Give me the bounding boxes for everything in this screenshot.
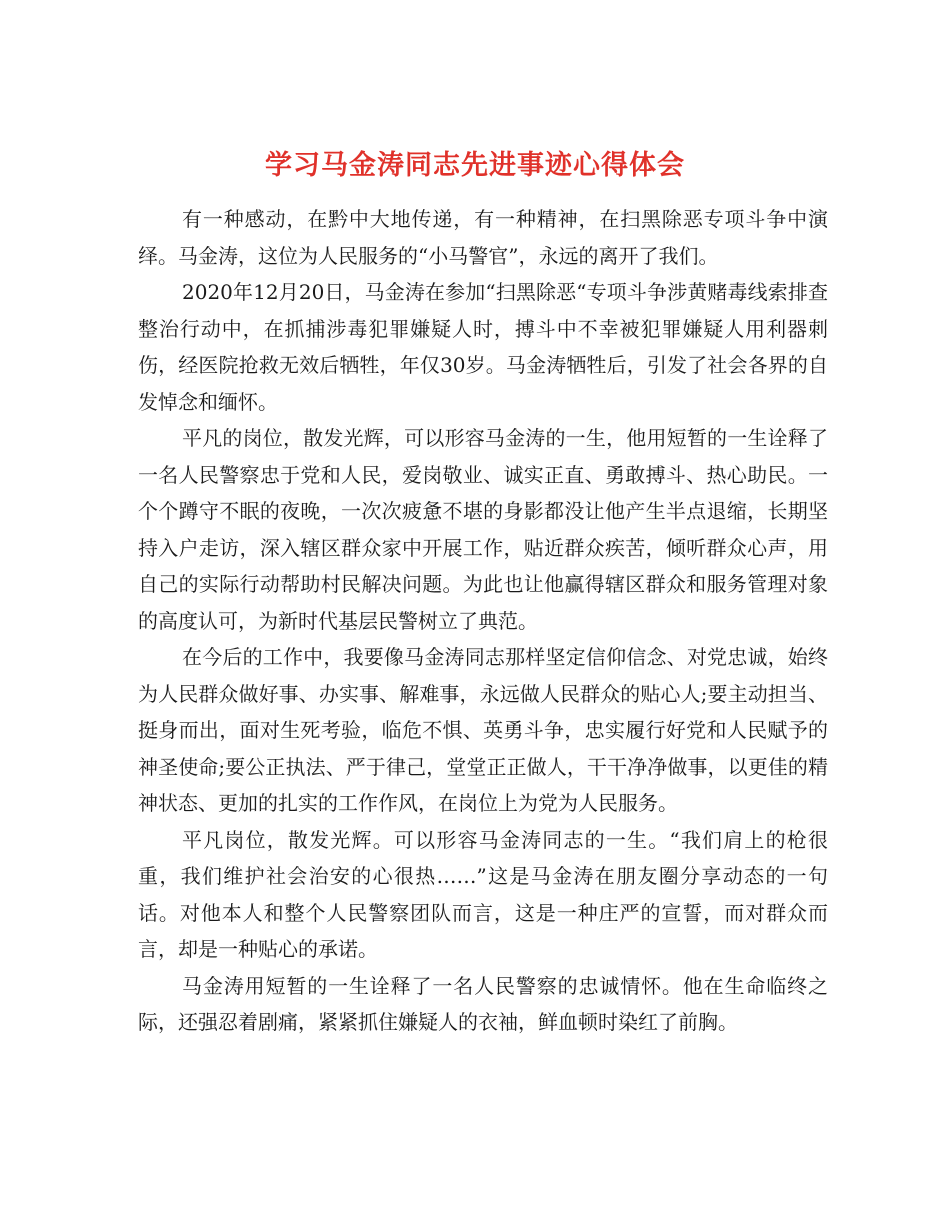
paragraph-2: 2020年12月20日，马金涛在参加“扫黑除恶“专项斗争涉黄赌毒线索排查整治行动中，在抓捕涉毒犯罪嫌疑人时，搏斗中不幸被犯罪嫌疑人用利器刺伤，经医院抢救无效后牺牲，年仅30岁。马金涛牺牲后，引发了社会各界的自发悼念和缅怀。 [138, 280, 828, 414]
paragraph-4: 在今后的工作中，我要像马金涛同志那样坚定信仰信念、对党忠诚，始终为人民群众做好事、办实事、解难事，永远做人民群众的贴心人;要主动担当、挺身而出，面对生死考验，临危不惧、英勇斗争，忠实履行好党和人民赋予的神圣使命;要公正执法、严于律己，堂堂正正做人，干干净净做事，以更佳的精神状态、更加的扎实的工作作风，在岗位上为党为人民服务。 [138, 645, 828, 815]
paragraph-3: 平凡的岗位，散发光辉，可以形容马金涛的一生，他用短暂的一生诠释了一名人民警察忠于党和人民，爱岗敬业、诚实正直、勇敢搏斗、热心助民。一个个蹲守不眠的夜晚，一次次疲惫不堪的身影都没让他产生半点退缩，长期坚持入户走访，深入辖区群众家中开展工作，贴近群众疾苦，倾听群众心声，用自己的实际行动帮助村民解决问题。为此也让他赢得辖区群众和服务管理对象的高度认可，为新时代基层民警树立了典范。 [138, 426, 828, 633]
document-title: 学习马金涛同志先进事迹心得体会 [265, 150, 685, 182]
paragraph-6: 马金涛用短暂的一生诠释了一名人民警察的忠诚情怀。他在生命临终之际，还强忍着剧痛，紧紧抓住嫌疑人的衣袖，鲜血顿时染红了前胸。 [138, 973, 828, 1034]
paragraph-1: 有一种感动，在黔中大地传递，有一种精神，在扫黑除恶专项斗争中演绎。马金涛，这位为人民服务的“小马警官”，永远的离开了我们。 [138, 207, 828, 268]
document-body [138, 201, 828, 1041]
paragraph-5: 平凡岗位，散发光辉。可以形容马金涛同志的一生。“我们肩上的枪很重，我们维护社会治安的心很热……”这是马金涛在朋友圈分享动态的一句话。对他本人和整个人民警察团队而言，这是一种庄严的宣誓，而对群众而言，却是一种贴心的承诺。 [138, 827, 828, 961]
